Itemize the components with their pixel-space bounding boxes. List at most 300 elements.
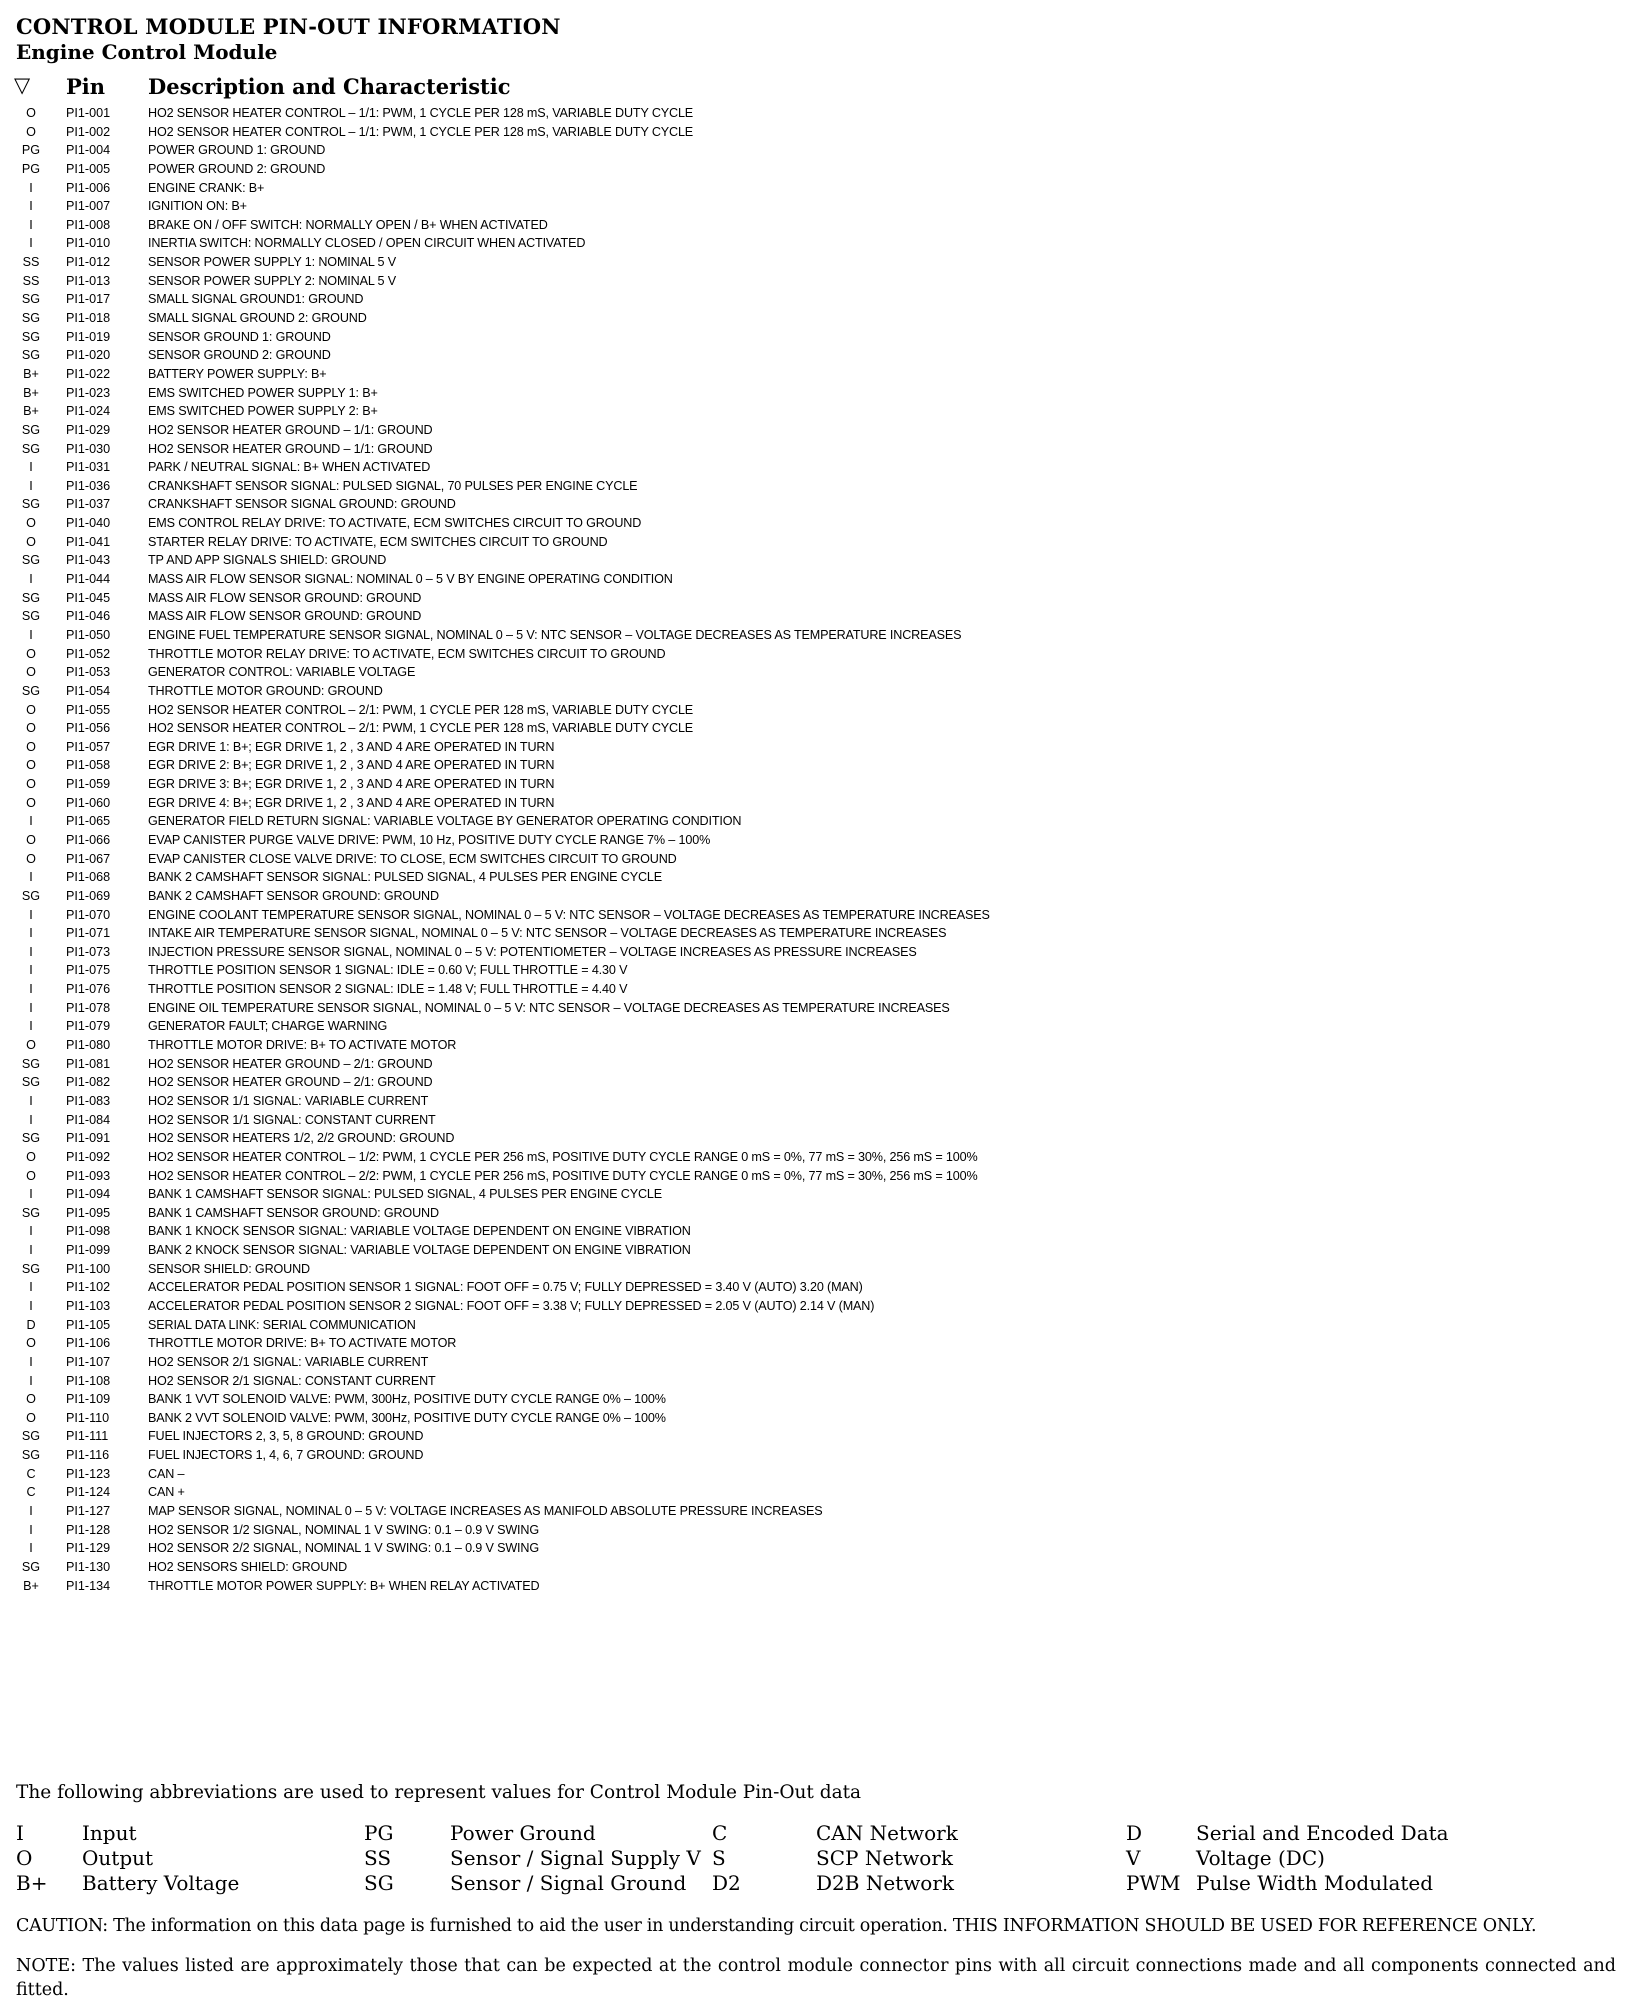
pin-type: D [26, 1317, 36, 1332]
pin-type: O [26, 832, 36, 847]
table-row [14, 253, 1264, 272]
pin-type: SG [21, 1131, 41, 1146]
pin-number: PI1-075 [66, 963, 111, 978]
pin-description: ENGINE OIL TEMPERATURE SENSOR SIGNAL, NOMINAL 0 – 5 V: NTC SENSOR – VOLTAGE DECREASES AS TEMPERATURE INCREASES [148, 1000, 950, 1015]
pin-number: PI1-123 [66, 1466, 111, 1481]
pin-description: THROTTLE MOTOR GROUND: GROUND [148, 683, 383, 698]
pin-type: SG [21, 1429, 41, 1444]
table-row [14, 290, 1264, 309]
pin-description: IGNITION ON: B+ [148, 199, 247, 214]
pin-description: MASS AIR FLOW SENSOR GROUND: GROUND [148, 590, 422, 605]
pin-description: CAN – [148, 1466, 185, 1481]
pin-description: SMALL SIGNAL GROUND 2: GROUND [148, 311, 367, 326]
pin-description: HO2 SENSORS SHIELD: GROUND [148, 1559, 348, 1574]
pin-number: PI1-029 [66, 422, 111, 437]
pin-type: O [26, 665, 36, 680]
pin-description: HO2 SENSOR HEATER GROUND – 1/1: GROUND [148, 441, 433, 456]
pin-type: I [29, 180, 33, 195]
abbreviation-meaning: Sensor / Signal Ground [450, 1871, 687, 1895]
pin-type: I [29, 963, 33, 978]
pin-number: PI1-017 [66, 292, 111, 307]
pin-type: O [26, 739, 36, 754]
pin-description: POWER GROUND 2: GROUND [148, 161, 326, 176]
pin-number: PI1-103 [66, 1299, 111, 1313]
pin-description: ACCELERATOR PEDAL POSITION SENSOR 2 SIGNAL: FOOT OFF = 3.38 V; FULLY DEPRESSED = 2.05 V (AUTO) 2.14 V (MAN) [148, 1299, 875, 1313]
pin-description: CRANKSHAFT SENSOR SIGNAL GROUND: GROUND [148, 497, 456, 512]
pin-number: PI1-043 [66, 553, 111, 568]
pin-number: PI1-019 [66, 329, 111, 344]
abbreviation-meaning: Pulse Width Modulated [1196, 1871, 1434, 1895]
pin-description: SENSOR SHIELD: GROUND [148, 1261, 310, 1276]
pin-description: HO2 SENSOR 2/1 SIGNAL: VARIABLE CURRENT [148, 1354, 429, 1369]
table-row [14, 1111, 1264, 1130]
pin-number: PI1-020 [66, 348, 111, 363]
pin-description: EGR DRIVE 2: B+; EGR DRIVE 1, 2 , 3 AND 4 ARE OPERATED IN TURN [148, 758, 555, 773]
pin-type: I [29, 199, 33, 214]
pin-type: I [29, 1224, 33, 1239]
table-header [14, 72, 1014, 102]
pin-description: BANK 2 CAMSHAFT SENSOR SIGNAL: PULSED SIGNAL, 4 PULSES PER ENGINE CYCLE [148, 870, 663, 885]
table-row [14, 1297, 1264, 1316]
abbreviation-meaning: Power Ground [450, 1821, 596, 1845]
table-row [14, 831, 1264, 850]
pin-description: INJECTION PRESSURE SENSOR SIGNAL, NOMINAL 0 – 5 V: POTENTIOMETER – VOLTAGE INCREASES AS PRESSURE INCREASES [148, 944, 917, 959]
abbreviation-code: SS [364, 1846, 392, 1870]
pin-description: HO2 SENSOR 2/2 SIGNAL, NOMINAL 1 V SWING: 0.1 – 0.9 V SWING [148, 1541, 540, 1556]
pin-number: PI1-070 [66, 907, 111, 922]
pin-number: PI1-046 [66, 609, 111, 624]
table-row [14, 999, 1264, 1018]
table-row [14, 794, 1264, 813]
table-row [14, 1185, 1264, 1204]
abbreviation-code: PWM [1126, 1871, 1181, 1895]
abbreviation-meaning: Output [82, 1846, 154, 1870]
pin-description: EMS SWITCHED POWER SUPPLY 2: B+ [148, 404, 378, 419]
pin-description: MAP SENSOR SIGNAL, NOMINAL 0 – 5 V: VOLTAGE INCREASES AS MANIFOLD ABSOLUTE PRESSURE INCREASES [148, 1504, 823, 1519]
pin-type: SG [21, 441, 41, 456]
pin-type: SG [21, 497, 41, 512]
table-row [14, 1148, 1264, 1167]
pin-description: BANK 2 VVT SOLENOID VALVE: PWM, 300Hz, POSITIVE DUTY CYCLE RANGE 0% – 100% [148, 1410, 666, 1425]
pin-number: PI1-079 [66, 1019, 111, 1034]
pin-number: PI1-071 [66, 926, 111, 941]
table-row [14, 924, 1264, 943]
pin-number: PI1-065 [66, 814, 111, 829]
pin-type: O [26, 777, 36, 792]
pin-description: BANK 2 KNOCK SENSOR SIGNAL: VARIABLE VOLTAGE DEPENDENT ON ENGINE VIBRATION [148, 1243, 691, 1258]
pin-type: I [29, 814, 33, 829]
pin-description: SERIAL DATA LINK: SERIAL COMMUNICATION [148, 1317, 416, 1332]
table-row [14, 309, 1264, 328]
pin-description: ENGINE CRANK: B+ [148, 180, 265, 195]
pin-description: EGR DRIVE 4: B+; EGR DRIVE 1, 2 , 3 AND 4 ARE OPERATED IN TURN [148, 795, 555, 810]
abbreviation-meaning: D2B Network [816, 1871, 955, 1895]
pin-number: PI1-059 [66, 777, 111, 792]
pin-type: O [26, 1149, 36, 1164]
pin-type: B+ [23, 1578, 39, 1593]
pin-number: PI1-129 [66, 1541, 111, 1556]
pin-type: O [26, 702, 36, 717]
pin-number: PI1-012 [66, 255, 111, 270]
table-row [14, 1539, 1264, 1558]
pin-number: PI1-134 [66, 1578, 111, 1593]
pin-type: I [29, 926, 33, 941]
pin-description: HO2 SENSOR HEATER CONTROL – 2/1: PWM, 1 CYCLE PER 128 mS, VARIABLE DUTY CYCLE [148, 702, 694, 717]
table-row [14, 1390, 1264, 1409]
pin-type: SG [21, 329, 41, 344]
abbreviation-meaning: SCP Network [816, 1846, 954, 1870]
pin-number: PI1-094 [66, 1187, 111, 1202]
table-row [14, 1055, 1264, 1074]
pin-type: I [29, 1187, 33, 1202]
pin-number: PI1-005 [66, 161, 111, 176]
abbreviation-code: S [712, 1846, 726, 1870]
pin-type: I [29, 572, 33, 587]
pin-number: PI1-052 [66, 646, 111, 661]
pin-description: EVAP CANISTER PURGE VALVE DRIVE: PWM, 10 Hz, POSITIVE DUTY CYCLE RANGE 7% – 100% [148, 832, 711, 847]
table-row [14, 234, 1264, 253]
pin-number: PI1-023 [66, 385, 111, 400]
table-row [14, 738, 1264, 757]
pin-type: PG [21, 161, 41, 176]
pin-type: O [26, 106, 36, 120]
pin-description: BANK 1 CAMSHAFT SENSOR SIGNAL: PULSED SIGNAL, 4 PULSES PER ENGINE CYCLE [148, 1187, 663, 1202]
abbreviation-code: D2 [712, 1871, 741, 1895]
pin-description: BATTERY POWER SUPPLY: B+ [148, 366, 327, 381]
abbreviation-meaning: Serial and Encoded Data [1196, 1821, 1449, 1845]
pin-number: PI1-106 [66, 1336, 111, 1351]
pin-description: GENERATOR FIELD RETURN SIGNAL: VARIABLE VOLTAGE BY GENERATOR OPERATING CONDITION [148, 814, 742, 829]
pin-description: EGR DRIVE 1: B+; EGR DRIVE 1, 2 , 3 AND 4 ARE OPERATED IN TURN [148, 739, 555, 754]
pin-number: PI1-128 [66, 1522, 111, 1537]
pin-number: PI1-013 [66, 273, 111, 288]
pin-type: SG [21, 888, 41, 903]
pin-type: I [29, 982, 33, 997]
table-row [14, 775, 1264, 794]
pin-type: I [29, 236, 33, 251]
pin-number: PI1-054 [66, 683, 111, 698]
pin-description: FUEL INJECTORS 2, 3, 5, 8 GROUND: GROUND [148, 1429, 424, 1444]
pin-description: CRANKSHAFT SENSOR SIGNAL: PULSED SIGNAL, 70 PULSES PER ENGINE CYCLE [148, 478, 638, 493]
pin-description: SMALL SIGNAL GROUND1: GROUND [148, 292, 364, 307]
pin-description: MASS AIR FLOW SENSOR GROUND: GROUND [148, 609, 422, 624]
pin-type: O [26, 758, 36, 773]
pin-type: O [26, 795, 36, 810]
pin-type: I [29, 627, 33, 642]
table-row [14, 160, 1264, 179]
pin-description: HO2 SENSOR HEATER CONTROL – 1/2: PWM, 1 CYCLE PER 256 mS, POSITIVE DUTY CYCLE RANGE 0 mS = 0%, 77 mS = 30%, 256 mS = 100% [148, 1149, 978, 1164]
pin-type: I [29, 1354, 33, 1369]
abbreviation-code: PG [364, 1821, 394, 1845]
pin-type: I [29, 1541, 33, 1556]
pin-number: PI1-006 [66, 180, 111, 195]
table-row [14, 663, 1264, 682]
pin-type: I [29, 870, 33, 885]
pin-type: O [26, 646, 36, 661]
pin-number: PI1-095 [66, 1205, 111, 1220]
pin-description: CAN + [148, 1485, 185, 1500]
pin-number: PI1-102 [66, 1280, 111, 1295]
table-row [14, 533, 1264, 552]
table-row [14, 1036, 1264, 1055]
pin-number: PI1-099 [66, 1243, 111, 1258]
table-row [14, 328, 1264, 347]
pin-type: I [29, 1522, 33, 1537]
pin-type: SG [21, 1261, 41, 1276]
abbreviation-code: O [16, 1846, 33, 1870]
pin-description: POWER GROUND 1: GROUND [148, 143, 326, 158]
pin-type: I [29, 944, 33, 959]
pin-description: ENGINE FUEL TEMPERATURE SENSOR SIGNAL, NOMINAL 0 – 5 V: NTC SENSOR – VOLTAGE DECREASES AS TEMPERATURE INCREASES [148, 627, 962, 642]
pin-number: PI1-092 [66, 1149, 111, 1164]
caution-text: CAUTION: The information on this data page is furnished to aid the user in understanding circuit operation. THIS INFORMATION SHOULD BE USED FOR REFERENCE ONLY. [16, 1916, 1537, 1936]
pin-number: PI1-024 [66, 404, 111, 419]
table-row [14, 682, 1264, 701]
pin-number: PI1-050 [66, 627, 111, 642]
pin-number: PI1-100 [66, 1261, 111, 1276]
table-row [14, 365, 1264, 384]
pin-type: C [26, 1466, 36, 1481]
table-row [14, 1260, 1264, 1279]
abbreviation-meaning: CAN Network [816, 1821, 958, 1845]
table-row [14, 868, 1264, 887]
pin-number: PI1-110 [66, 1410, 110, 1425]
table-row [14, 887, 1264, 906]
pin-type: PG [21, 143, 41, 158]
table-row [14, 272, 1264, 291]
pin-number: PI1-002 [66, 124, 111, 139]
pin-type: SG [21, 1448, 41, 1463]
pin-type: O [26, 1410, 36, 1425]
pin-description: BANK 1 CAMSHAFT SENSOR GROUND: GROUND [148, 1205, 439, 1220]
table-row [14, 1558, 1264, 1577]
pin-type: SG [21, 609, 41, 624]
pin-number: PI1-041 [66, 534, 111, 549]
pin-number: PI1-030 [66, 441, 111, 456]
pin-type: I [29, 1299, 33, 1313]
abbreviation-code: D [1126, 1821, 1143, 1845]
pin-description: EGR DRIVE 3: B+; EGR DRIVE 1, 2 , 3 AND 4 ARE OPERATED IN TURN [148, 777, 555, 792]
pin-type: SG [21, 683, 41, 698]
table-row [14, 1521, 1264, 1540]
table-row [14, 719, 1264, 738]
table-row [14, 943, 1264, 962]
table-row [14, 1073, 1264, 1092]
pin-number: PI1-082 [66, 1075, 111, 1090]
pin-number: PI1-066 [66, 832, 111, 847]
pin-type: O [26, 1392, 36, 1407]
pin-number: PI1-022 [66, 366, 111, 381]
pin-number: PI1-080 [66, 1038, 111, 1053]
table-row [14, 812, 1264, 831]
pin-type: I [29, 478, 33, 493]
pin-type: I [29, 907, 33, 922]
abbreviation-code: B+ [16, 1871, 48, 1895]
pin-table [14, 104, 1264, 1595]
table-row [14, 1409, 1264, 1428]
table-row [14, 1222, 1264, 1241]
table-row [14, 514, 1264, 533]
pin-description: SENSOR GROUND 2: GROUND [148, 348, 331, 363]
pin-type: B+ [23, 366, 39, 381]
pin-description: HO2 SENSOR HEATER GROUND – 1/1: GROUND [148, 422, 433, 437]
pin-description: THROTTLE POSITION SENSOR 2 SIGNAL: IDLE = 1.48 V; FULL THROTTLE = 4.40 V [148, 982, 628, 997]
pin-description: HO2 SENSOR HEATER GROUND – 2/1: GROUND [148, 1056, 433, 1071]
pin-description: FUEL INJECTORS 1, 4, 6, 7 GROUND: GROUND [148, 1448, 424, 1463]
pin-number: PI1-105 [66, 1317, 111, 1332]
table-row [14, 179, 1264, 198]
pin-description: ENGINE COOLANT TEMPERATURE SENSOR SIGNAL, NOMINAL 0 – 5 V: NTC SENSOR – VOLTAGE DECREASES AS TEMPERATURE INCREASES [148, 907, 990, 922]
pin-description: HO2 SENSOR HEATERS 1/2, 2/2 GROUND: GROUND [148, 1131, 455, 1146]
pin-description: INTAKE AIR TEMPERATURE SENSOR SIGNAL, NOMINAL 0 – 5 V: NTC SENSOR – VOLTAGE DECREASES AS TEMPERATURE INCREASES [148, 926, 947, 941]
pin-description: HO2 SENSOR HEATER GROUND – 2/1: GROUND [148, 1075, 433, 1090]
table-row [14, 421, 1264, 440]
table-row [14, 645, 1264, 664]
pin-type: I [29, 217, 33, 232]
table-row [14, 1427, 1264, 1446]
pin-description: HO2 SENSOR HEATER CONTROL – 2/1: PWM, 1 CYCLE PER 128 mS, VARIABLE DUTY CYCLE [148, 721, 694, 736]
pin-description: EVAP CANISTER CLOSE VALVE DRIVE: TO CLOSE, ECM SWITCHES CIRCUIT TO GROUND [148, 851, 677, 866]
pin-number: PI1-107 [66, 1354, 111, 1369]
table-row [14, 701, 1264, 720]
pin-type: SG [21, 292, 41, 307]
abbreviation-code: SG [364, 1871, 394, 1895]
pin-type: SG [21, 348, 41, 363]
pin-number: PI1-081 [66, 1056, 111, 1071]
pin-type: I [29, 1243, 33, 1258]
pin-type: O [26, 534, 36, 549]
pin-number: PI1-037 [66, 497, 111, 512]
pin-description: SENSOR GROUND 1: GROUND [148, 329, 331, 344]
table-row [14, 384, 1264, 403]
table-row [14, 850, 1264, 869]
table-row [14, 346, 1264, 365]
pin-number: PI1-040 [66, 516, 111, 531]
abbreviation-meaning: Input [82, 1821, 137, 1845]
pin-number: PI1-091 [66, 1131, 111, 1146]
pin-description: ACCELERATOR PEDAL POSITION SENSOR 1 SIGNAL: FOOT OFF = 0.75 V; FULLY DEPRESSED = 3.40 V (AUTO) 3.20 (MAN) [148, 1280, 863, 1295]
abbreviations-intro: The following abbreviations are used to represent values for Control Module Pin-Out data [16, 1782, 862, 1803]
pin-number: PI1-076 [66, 982, 111, 997]
pin-number: PI1-130 [66, 1559, 111, 1574]
table-row [14, 1502, 1264, 1521]
pin-number: PI1-084 [66, 1112, 111, 1127]
pin-description: THROTTLE MOTOR RELAY DRIVE: TO ACTIVATE, ECM SWITCHES CIRCUIT TO GROUND [148, 646, 666, 661]
table-row [14, 1129, 1264, 1148]
pin-description: SENSOR POWER SUPPLY 2: NOMINAL 5 V [148, 273, 397, 288]
pin-number: PI1-045 [66, 590, 111, 605]
pin-description: HO2 SENSOR 1/2 SIGNAL, NOMINAL 1 V SWING: 0.1 – 0.9 V SWING [148, 1522, 540, 1537]
pin-number: PI1-057 [66, 739, 111, 754]
table-row [14, 1483, 1264, 1502]
pin-number: PI1-073 [66, 944, 111, 959]
pin-type: O [26, 1038, 36, 1053]
pin-description: THROTTLE MOTOR DRIVE: B+ TO ACTIVATE MOTOR [148, 1336, 457, 1351]
pin-description: HO2 SENSOR HEATER CONTROL – 1/1: PWM, 1 CYCLE PER 128 mS, VARIABLE DUTY CYCLE [148, 106, 694, 120]
table-row [14, 1204, 1264, 1223]
table-row [14, 458, 1264, 477]
pin-type: I [29, 1373, 33, 1388]
pin-number: PI1-109 [66, 1392, 111, 1407]
pin-description: STARTER RELAY DRIVE: TO ACTIVATE, ECM SWITCHES CIRCUIT TO GROUND [148, 534, 608, 549]
pin-type: I [29, 1112, 33, 1127]
pin-type: SG [21, 422, 41, 437]
table-row [14, 551, 1264, 570]
pin-type: O [26, 124, 36, 139]
pin-type: SS [22, 273, 40, 288]
note-text: NOTE: The values listed are approximately those that can be expected at the control module connector pins with all circuit connections made and all components connected and fitted. [16, 1956, 1616, 2000]
pin-number: PI1-067 [66, 851, 111, 866]
abbreviation-code: I [16, 1821, 24, 1845]
table-row [14, 961, 1264, 980]
pin-description: BRAKE ON / OFF SWITCH: NORMALLY OPEN / B+ WHEN ACTIVATED [148, 217, 548, 232]
pin-type: I [29, 460, 33, 475]
pin-number: PI1-018 [66, 311, 111, 326]
pin-description: SENSOR POWER SUPPLY 1: NOMINAL 5 V [148, 255, 397, 270]
table-row [14, 1017, 1264, 1036]
abbreviation-meaning: Sensor / Signal Supply V [450, 1846, 701, 1870]
pin-description: EMS CONTROL RELAY DRIVE: TO ACTIVATE, ECM SWITCHES CIRCUIT TO GROUND [148, 516, 642, 531]
pin-type: SG [21, 1056, 41, 1071]
pin-number: PI1-058 [66, 758, 111, 773]
table-row [14, 104, 1264, 123]
pin-number: PI1-078 [66, 1000, 111, 1015]
pin-number: PI1-098 [66, 1224, 111, 1239]
pin-type: O [26, 1168, 36, 1183]
pin-number: PI1-093 [66, 1168, 111, 1183]
page-title: CONTROL MODULE PIN-OUT INFORMATION [16, 14, 561, 39]
pin-type: SG [21, 311, 41, 326]
pin-description: TP AND APP SIGNALS SHIELD: GROUND [148, 553, 387, 568]
column-header-type: ▽ [14, 72, 31, 97]
table-row [14, 477, 1264, 496]
page-subtitle: Engine Control Module [16, 40, 278, 64]
table-row [14, 1372, 1264, 1391]
pin-number: PI1-111 [66, 1429, 109, 1444]
pin-description: THROTTLE MOTOR POWER SUPPLY: B+ WHEN RELAY ACTIVATED [148, 1578, 540, 1593]
pin-description: GENERATOR FAULT; CHARGE WARNING [148, 1019, 388, 1034]
pin-description: MASS AIR FLOW SENSOR SIGNAL: NOMINAL 0 – 5 V BY ENGINE OPERATING CONDITION [148, 572, 673, 587]
pin-type: O [26, 516, 36, 531]
pin-type: SG [21, 1205, 41, 1220]
column-header-pin: Pin [66, 74, 106, 99]
table-row [14, 123, 1264, 142]
table-row [14, 495, 1264, 514]
pin-type: O [26, 851, 36, 866]
table-row [14, 980, 1264, 999]
pin-number: PI1-044 [66, 572, 111, 587]
pin-number: PI1-007 [66, 199, 111, 214]
pin-description: HO2 SENSOR 1/1 SIGNAL: CONSTANT CURRENT [148, 1112, 436, 1127]
pin-number: PI1-116 [66, 1448, 110, 1463]
abbreviation-code: C [712, 1821, 728, 1845]
pin-type: SG [21, 1075, 41, 1090]
pin-type: B+ [23, 404, 39, 419]
pin-type: SS [22, 255, 40, 270]
pin-number: PI1-008 [66, 217, 111, 232]
pin-type: I [29, 1504, 33, 1519]
pin-number: PI1-060 [66, 795, 111, 810]
table-row [14, 756, 1264, 775]
table-row [14, 1446, 1264, 1465]
pin-description: THROTTLE POSITION SENSOR 1 SIGNAL: IDLE = 0.60 V; FULL THROTTLE = 4.30 V [148, 963, 628, 978]
pin-type: SG [21, 553, 41, 568]
abbreviation-meaning: Voltage (DC) [1196, 1846, 1325, 1870]
pin-number: PI1-069 [66, 888, 111, 903]
pin-type: I [29, 1000, 33, 1015]
pin-number: PI1-001 [66, 106, 111, 120]
pin-number: PI1-056 [66, 721, 111, 736]
